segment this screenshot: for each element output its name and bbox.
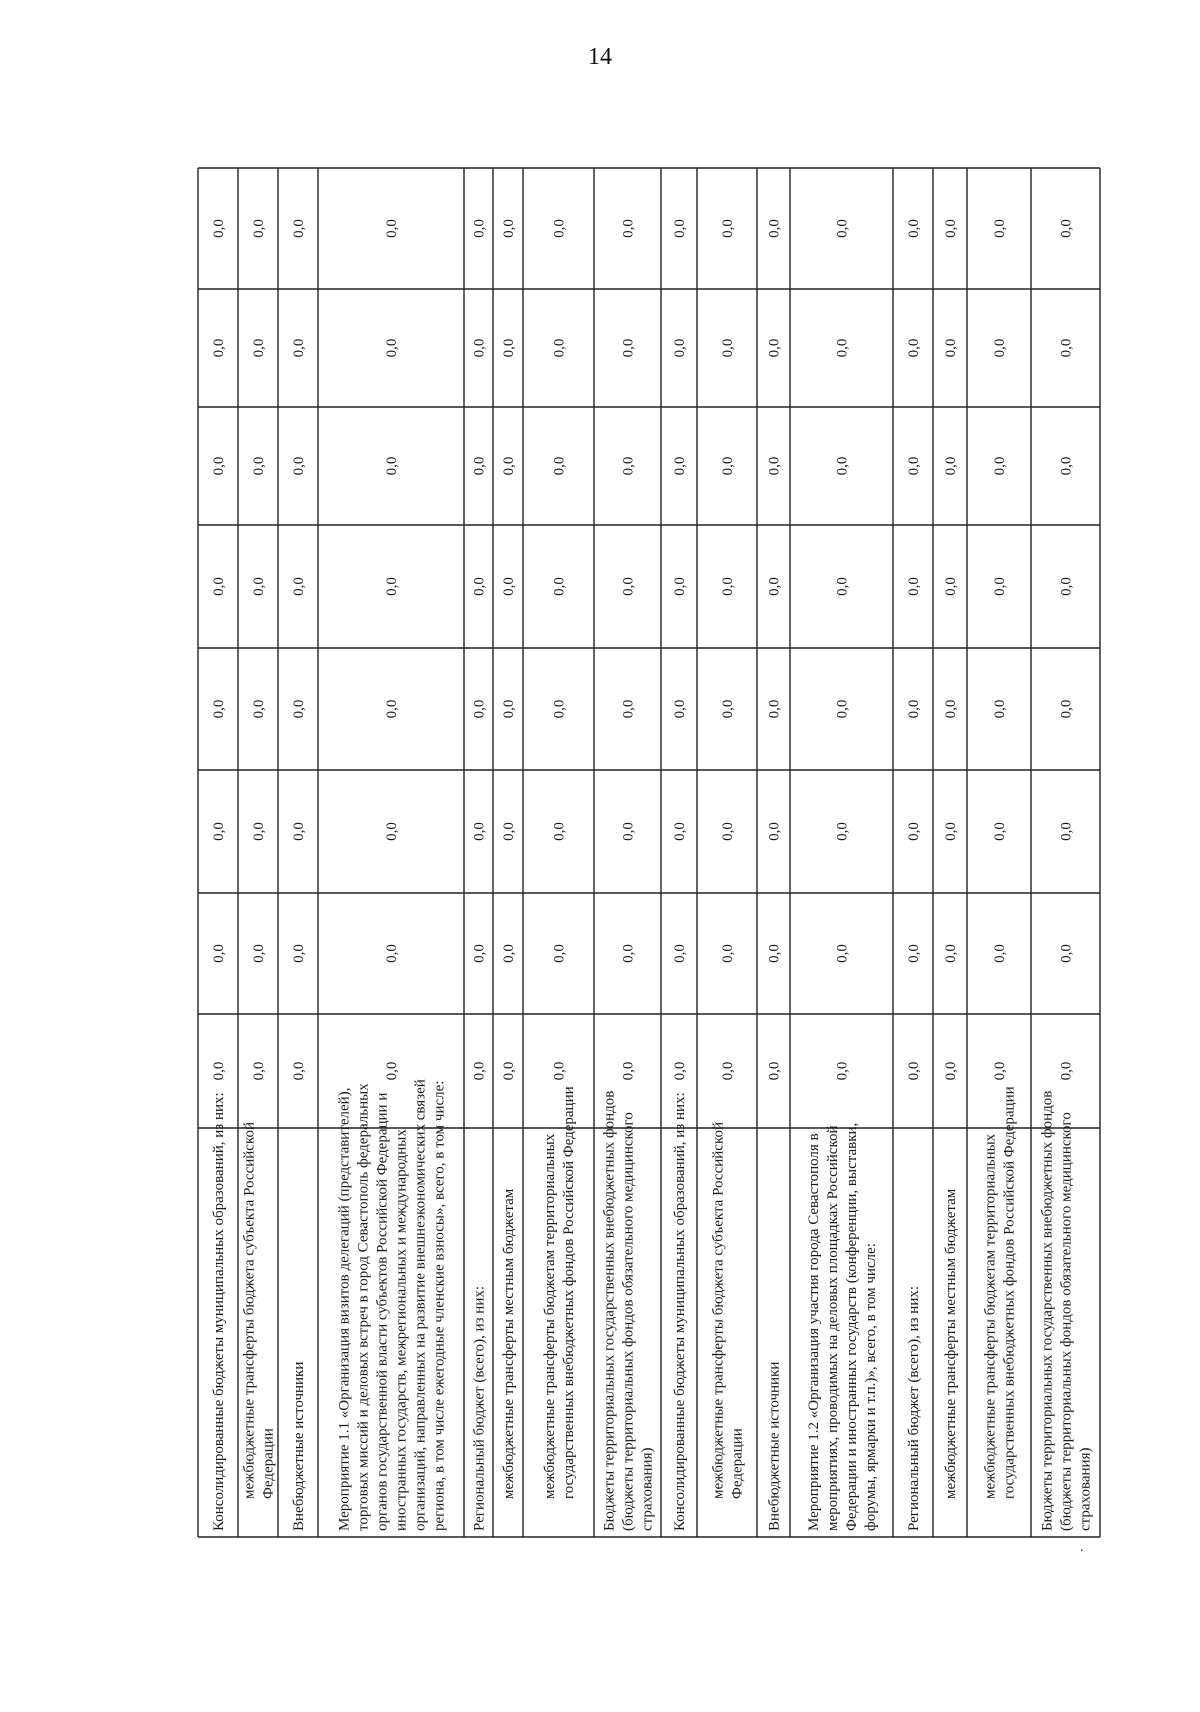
value-cell: 0,0	[620, 944, 637, 963]
value-cell: 0,0	[720, 1061, 736, 1081]
value-cell: 0,0	[992, 456, 1008, 476]
value-cell: 0,0	[834, 338, 851, 358]
value-cell: 0,0	[251, 219, 267, 238]
row-label-line: Региональный бюджет (всего), из них:	[471, 1285, 488, 1531]
row-label-line: Внебюджетные источники	[291, 1361, 307, 1531]
row-label-line: государственных внебюджетных фондов Российской Федерации	[561, 1086, 577, 1499]
value-cell: 0,0	[551, 338, 568, 358]
value-cell: 0,0	[620, 1061, 637, 1081]
value-cell: 0,0	[834, 822, 851, 841]
value-cell: 0,0	[720, 456, 736, 476]
value-cell: 0,0	[384, 699, 400, 719]
value-cell: 0,0	[766, 944, 783, 963]
value-cell: 0,0	[251, 577, 267, 596]
value-cell: 0,0	[211, 1061, 227, 1081]
row-label-line: (бюджеты территориальных фондов обязательного медицинского	[1058, 1112, 1075, 1531]
value-cell: 0,0	[211, 456, 227, 476]
value-cell: 0,0	[620, 219, 637, 238]
value-cell: 0,0	[906, 577, 922, 596]
value-cell: 0,0	[291, 577, 307, 596]
value-cell: 0,0	[672, 219, 688, 238]
table-grid	[198, 168, 1100, 1537]
value-cell: 0,0	[992, 219, 1008, 238]
value-cell: 0,0	[992, 577, 1008, 596]
value-cell: 0,0	[471, 219, 488, 238]
value-cell: 0,0	[672, 338, 688, 358]
value-cell: 0,0	[834, 944, 851, 963]
value-cell: 0,0	[211, 338, 227, 358]
value-cell: 0,0	[672, 822, 688, 841]
value-cell: 0,0	[501, 944, 517, 963]
value-cell: 0,0	[720, 338, 736, 358]
row-label-line: межбюджетные трансферты бюджетам территориальных	[982, 1133, 999, 1499]
value-cell: 0,0	[291, 944, 307, 963]
value-cell: 0,0	[943, 822, 959, 841]
value-cell: 0,0	[834, 1061, 851, 1081]
row-label-line: Мероприятие 1.2 «Организация участия города Севастополя в	[806, 1133, 822, 1531]
value-cell: 0,0	[211, 699, 227, 719]
value-cell: 0,0	[943, 1061, 959, 1081]
value-cell: 0,0	[906, 944, 922, 963]
row-label-line: межбюджетные трансферты местным бюджетам	[943, 1188, 959, 1499]
value-cell: 0,0	[551, 699, 568, 719]
value-cell: 0,0	[720, 699, 736, 719]
value-cell: 0,0	[672, 577, 688, 596]
row-label-line: Региональный бюджет (всего), из них:	[906, 1285, 922, 1531]
value-cell: 0,0	[1058, 944, 1075, 963]
value-cell: 0,0	[906, 338, 922, 358]
value-cell: 0,0	[211, 822, 227, 841]
value-cell: 0,0	[551, 219, 568, 238]
value-cell: 0,0	[501, 1061, 517, 1081]
value-cell: 0,0	[906, 822, 922, 841]
value-cell: 0,0	[384, 577, 400, 596]
row-label-line: торговых миссий и деловых встреч в город Севастополь федеральных	[355, 1083, 372, 1531]
value-cell: 0,0	[943, 699, 959, 719]
value-cell: 0,0	[620, 699, 637, 719]
value-cell: 0,0	[501, 219, 517, 238]
value-cell: 0,0	[766, 822, 783, 841]
value-cell: 0,0	[620, 822, 637, 841]
row-label-line: межбюджетные трансферты бюджета субъекта Российской	[241, 1121, 258, 1499]
value-cell: 0,0	[384, 944, 400, 963]
value-cell: 0,0	[251, 944, 267, 963]
row-label-line: органов государственной власти субъектов Российской Федерации и	[374, 1092, 391, 1531]
row-label-line: государственных внебюджетных фондов Российской Федерации	[1001, 1086, 1018, 1499]
value-cell: 0,0	[291, 338, 307, 358]
value-cell: 0,0	[834, 456, 851, 476]
value-cell: 0,0	[501, 699, 517, 719]
value-cell: 0,0	[766, 699, 783, 719]
value-cell: 0,0	[672, 1061, 688, 1081]
value-cell: 0,0	[551, 1061, 568, 1081]
value-cell: 0,0	[1058, 1061, 1075, 1081]
value-cell: 0,0	[672, 944, 688, 963]
value-cell: 0,0	[291, 219, 307, 238]
row-label-line: Бюджеты территориальных государственных внебюджетных фондов	[1039, 1090, 1056, 1531]
value-cell: 0,0	[992, 944, 1008, 963]
value-cell: 0,0	[471, 338, 488, 358]
value-cell: 0,0	[834, 699, 851, 719]
scan-mark: ˙	[1079, 1547, 1085, 1564]
row-label-line: Консолидированные бюджеты муниципальных образований, из них:	[211, 1092, 227, 1531]
value-cell: 0,0	[943, 456, 959, 476]
value-cell: 0,0	[720, 577, 736, 596]
value-cell: 0,0	[551, 577, 568, 596]
value-cell: 0,0	[766, 338, 783, 358]
value-cell: 0,0	[1058, 699, 1075, 719]
value-cell: 0,0	[720, 822, 736, 841]
value-cell: 0,0	[672, 699, 688, 719]
value-cell: 0,0	[501, 822, 517, 841]
value-cell: 0,0	[251, 456, 267, 476]
value-cell: 0,0	[384, 456, 400, 476]
value-cell: 0,0	[834, 577, 851, 596]
row-label-line: организаций, направленных на развитие внешнеэкономических связей	[412, 1079, 429, 1531]
value-cell: 0,0	[943, 944, 959, 963]
value-cell: 0,0	[992, 1061, 1008, 1081]
value-cell: 0,0	[906, 219, 922, 238]
row-label-line: Консолидированные бюджеты муниципальных образований, из них:	[672, 1092, 688, 1531]
value-cell: 0,0	[766, 456, 783, 476]
value-cell: 0,0	[1058, 338, 1075, 358]
value-cell: 0,0	[943, 219, 959, 238]
value-cell: 0,0	[471, 577, 488, 596]
value-cell: 0,0	[943, 577, 959, 596]
value-cell: 0,0	[720, 944, 736, 963]
value-cell: 0,0	[251, 822, 267, 841]
value-cell: 0,0	[251, 699, 267, 719]
row-label-line: межбюджетные трансферты бюджетам территориальных	[542, 1133, 558, 1499]
value-cell: 0,0	[251, 1061, 267, 1081]
page-number: 14	[588, 44, 612, 70]
value-cell: 0,0	[834, 219, 851, 238]
value-cell: 0,0	[384, 1061, 400, 1081]
value-cell: 0,0	[551, 944, 568, 963]
value-cell: 0,0	[992, 822, 1008, 841]
row-label-line: Федерации и иностранных государств (конференции, выставки,	[844, 1122, 860, 1531]
row-label-line: региона, в том числе ежегодные членские взносы», всего, в том числе:	[431, 1080, 448, 1531]
value-cell: 0,0	[766, 577, 783, 596]
value-cell: 0,0	[501, 338, 517, 358]
row-label-line: Федерации	[260, 1428, 277, 1499]
value-cell: 0,0	[384, 338, 400, 358]
value-cell: 0,0	[906, 1061, 922, 1081]
value-cell: 0,0	[471, 699, 488, 719]
value-cell: 0,0	[943, 338, 959, 358]
value-cell: 0,0	[620, 577, 637, 596]
row-label-line: Мероприятие 1.1 «Организация визитов делегаций (представителей),	[336, 1087, 353, 1531]
value-cell: 0,0	[1058, 822, 1075, 841]
value-cell: 0,0	[501, 577, 517, 596]
value-cell: 0,0	[384, 219, 400, 238]
value-cell: 0,0	[211, 577, 227, 596]
value-cell: 0,0	[291, 1061, 307, 1081]
value-cell: 0,0	[1058, 577, 1075, 596]
value-cell: 0,0	[992, 699, 1008, 719]
row-label-line: Внебюджетные источники	[766, 1361, 783, 1531]
value-cell: 0,0	[766, 1061, 783, 1081]
value-cell: 0,0	[672, 456, 688, 476]
row-label-line: Федерации	[729, 1428, 746, 1499]
row-label-line: страхования)	[639, 1447, 656, 1531]
table-content	[211, 219, 1094, 1531]
value-cell: 0,0	[620, 338, 637, 358]
value-cell: 0,0	[1058, 456, 1075, 476]
value-cell: 0,0	[291, 699, 307, 719]
value-cell: 0,0	[471, 1061, 488, 1081]
value-cell: 0,0	[471, 822, 488, 841]
value-cell: 0,0	[551, 822, 568, 841]
value-cell: 0,0	[471, 944, 488, 963]
value-cell: 0,0	[291, 456, 307, 476]
value-cell: 0,0	[906, 699, 922, 719]
value-cell: 0,0	[551, 456, 568, 476]
row-label-line: иностранных государств, межрегиональных и международных	[393, 1129, 410, 1531]
value-cell: 0,0	[291, 822, 307, 841]
value-cell: 0,0	[992, 338, 1008, 358]
row-label-line: страхования)	[1077, 1447, 1094, 1531]
row-label-line: мероприятиях, проводимых на деловых площадках Российской	[825, 1125, 841, 1531]
value-cell: 0,0	[720, 219, 736, 238]
row-label-line: форумы, ярмарки и т.п.)», всего, в том числе:	[863, 1243, 879, 1531]
row-label-line: межбюджетные трансферты местным бюджетам	[501, 1188, 517, 1499]
value-cell: 0,0	[906, 456, 922, 476]
value-cell: 0,0	[766, 219, 783, 238]
row-label-line: Бюджеты территориальных государственных внебюджетных фондов	[601, 1090, 618, 1531]
value-cell: 0,0	[471, 456, 488, 476]
value-cell: 0,0	[211, 219, 227, 238]
value-cell: 0,0	[1058, 219, 1075, 238]
value-cell: 0,0	[501, 456, 517, 476]
value-cell: 0,0	[620, 456, 637, 476]
row-label-line: (бюджеты территориальных фондов обязательного медицинского	[620, 1112, 637, 1531]
value-cell: 0,0	[251, 338, 267, 358]
value-cell: 0,0	[211, 944, 227, 963]
row-label-line: межбюджетные трансферты бюджета субъекта Российской	[710, 1121, 727, 1499]
value-cell: 0,0	[384, 822, 400, 841]
